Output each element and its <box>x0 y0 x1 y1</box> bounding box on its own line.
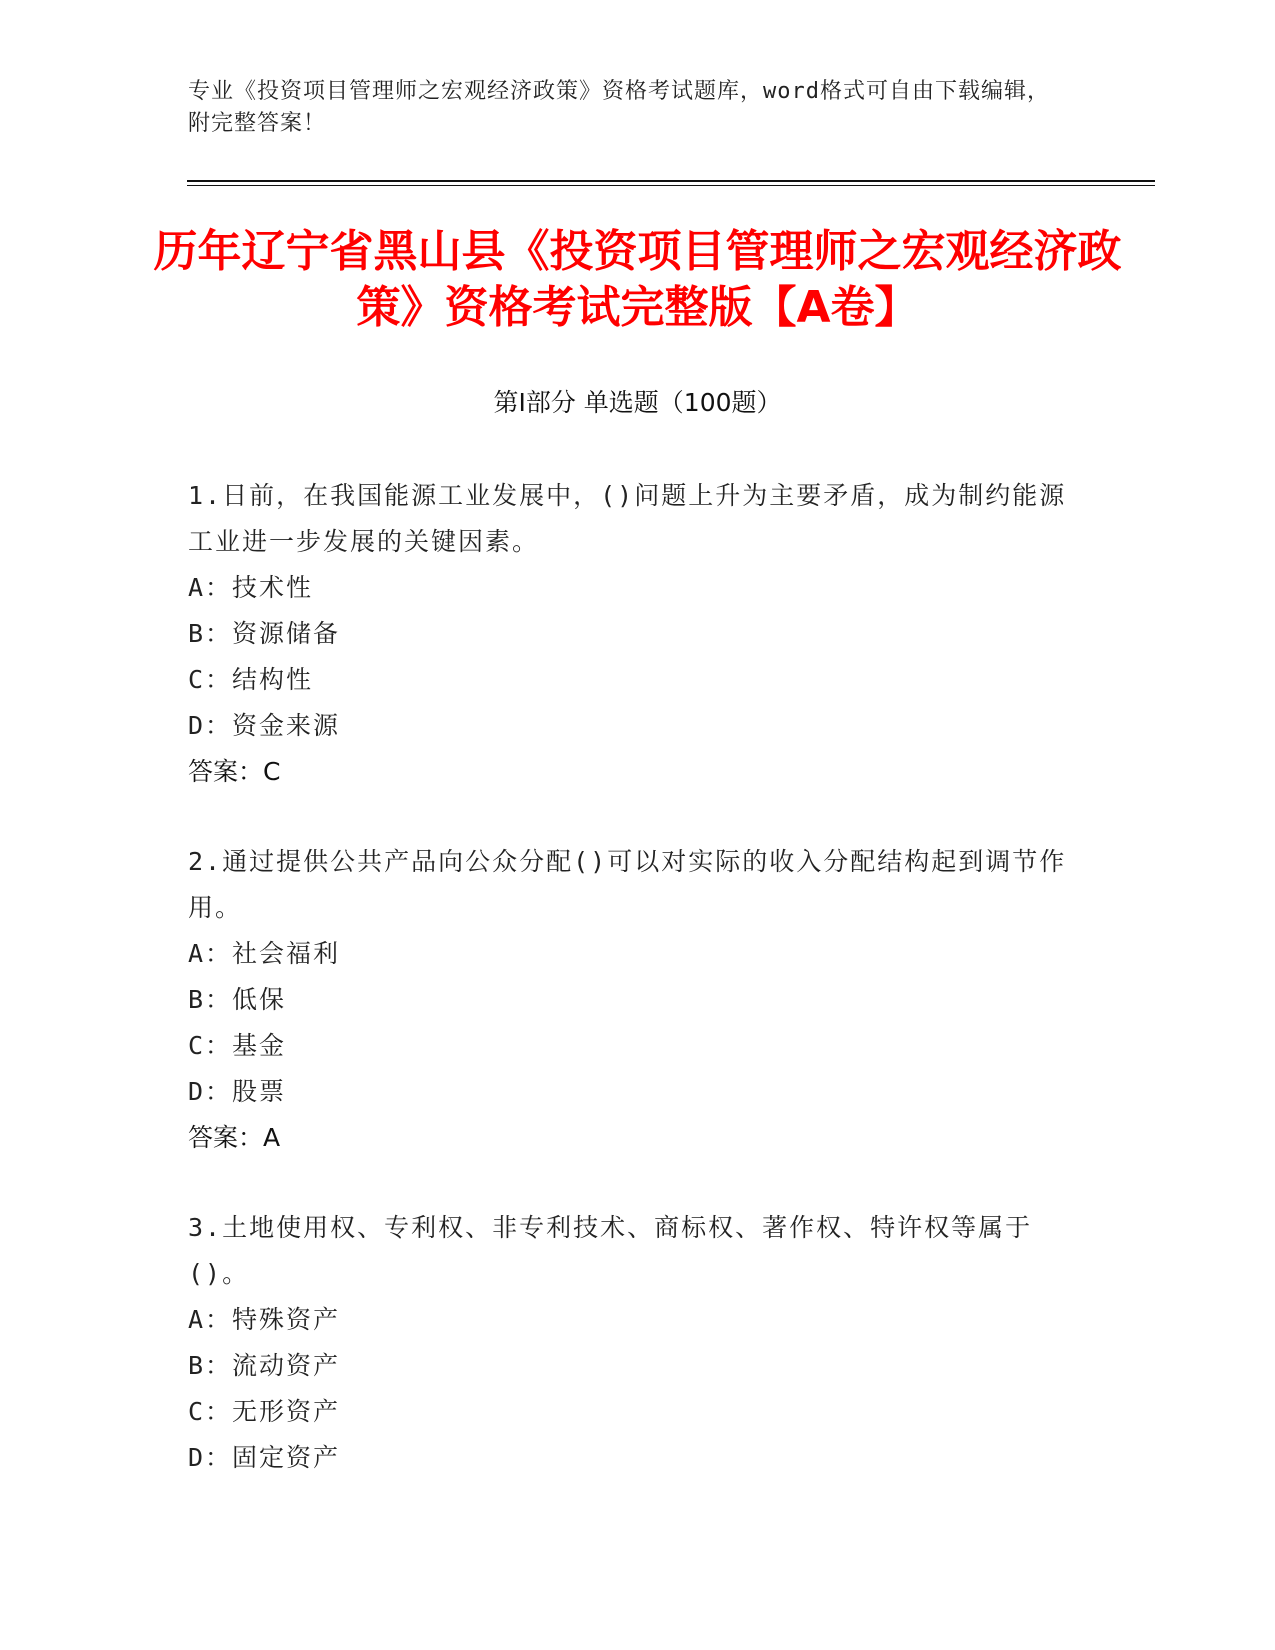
option-d: D：股票 <box>188 1077 287 1106</box>
option-b: B：资源储备 <box>188 619 341 648</box>
option-d: D：资金来源 <box>188 711 341 740</box>
question-list <box>188 473 1068 1525</box>
question-item <box>188 1205 1068 1481</box>
header-divider-thin <box>187 185 1155 186</box>
option-c: C：结构性 <box>188 665 314 694</box>
option-a: A：特殊资产 <box>188 1305 341 1334</box>
option-d: D：固定资产 <box>188 1443 341 1472</box>
question-stem: 1.日前，在我国能源工业发展中，()问题上升为主要矛盾，成为制约能源工业进一步发展的关键因素。 <box>188 481 1067 556</box>
question-item <box>188 473 1068 795</box>
option-a: A：社会福利 <box>188 939 341 968</box>
header-note: 专业《投资项目管理师之宏观经济政策》资格考试题库，word格式可自由下载编辑，附完整答案！ <box>188 79 1050 136</box>
answer-line: 答案：C <box>188 757 281 786</box>
option-c: C：基金 <box>188 1031 287 1060</box>
document-title: 历年辽宁省黑山县《投资项目管理师之宏观经济政策》资格考试完整版【A卷】 <box>153 226 1122 333</box>
question-stem: 3.土地使用权、专利权、非专利技术、商标权、著作权、特许权等属于()。 <box>188 1213 1033 1288</box>
option-a: A：技术性 <box>188 573 314 602</box>
section-title: 第Ⅰ部分 单选题（100题） <box>493 388 782 417</box>
option-b: B：流动资产 <box>188 1351 341 1380</box>
question-stem: 2.通过提供公共产品向公众分配()可以对实际的收入分配结构起到调节作用。 <box>188 847 1067 922</box>
option-b: B：低保 <box>188 985 287 1014</box>
answer-line: 答案：A <box>188 1123 281 1152</box>
question-item <box>188 839 1068 1161</box>
header-divider-thick <box>187 180 1155 182</box>
option-c: C：无形资产 <box>188 1397 341 1426</box>
